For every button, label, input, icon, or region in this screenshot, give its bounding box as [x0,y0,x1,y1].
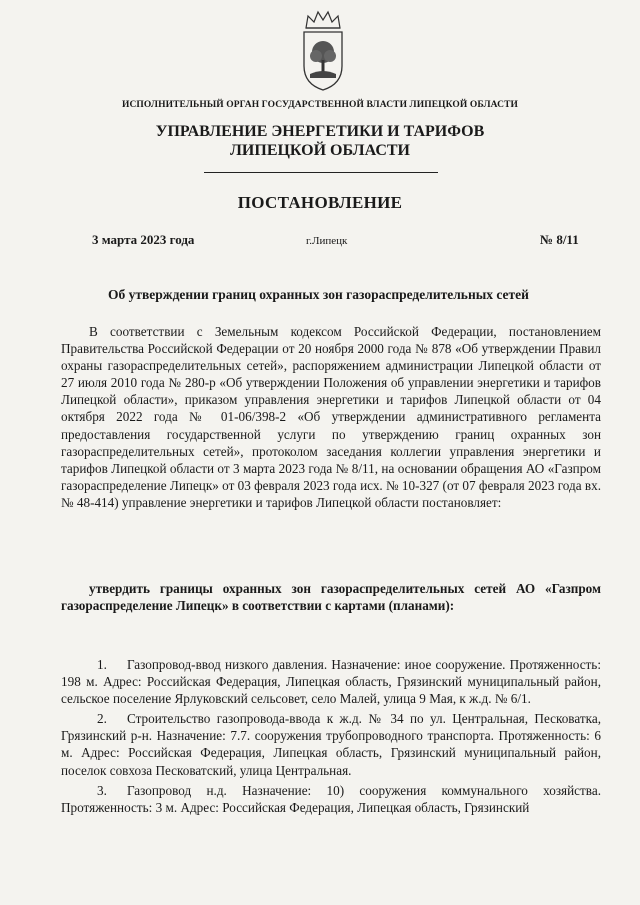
department-name [0,122,640,160]
list-item [61,782,601,816]
document-date: 3 марта 2023 года [92,232,195,247]
item-number: 2. [97,711,107,727]
document-number: № 8/11 [540,232,579,247]
list-item [61,656,601,707]
item-text: Строительство газопровода-ввода к ж.д. № 34 по ул. Центральная, Песковатка, Грязинский р-н. Назначение: 7.7. сооружения трубопроводного транспорта. Протяженность: 6 м. Адрес: Российская Федерация, Липецкая область, Грязинский муниципальный район, поселок совхоза Песковатский, улица Центральная. [61,711,601,778]
item-number: 3. [97,782,107,798]
document-subject: Об утверждении границ охранных зон газораспределительных сетей [108,287,529,302]
list-item [61,710,601,778]
items-list [61,656,601,819]
item-number: 1. [97,657,107,672]
department-name-line1: УПРАВЛЕНИЕ ЭНЕРГЕТИКИ И ТАРИФОВ [155,123,485,140]
document-type-title: ПОСТАНОВЛЕНИЕ [237,193,403,212]
header-divider [204,172,438,173]
item-text: Газопровод н.д. Назначение: 10) сооружения коммунального хозяйства. Протяженность: 3 м. Адрес: Российская Федерация, Липецкая область, Грязинский [61,782,601,815]
resolution-paragraph: утвердить границы охранных зон газораспределительных сетей АО «Газпром газораспределение Липецк» в соответствии с картами (планами): [61,581,601,614]
document-city: г.Липецк [306,235,348,247]
coat-of-arms-icon [296,8,350,92]
department-name-line2: ЛИПЕЦКОЙ ОБЛАСТИ [230,142,410,159]
preamble-paragraph: В соответствии с Земельным кодексом Российской Федерации, постановлением Правительства Российской Федерации от 20 ноября 2000 года № 878 «Об утверждении Правил охраны газораспределительных сетей», распоряжением администрации Липецкой области от 27 июля 2010 года № 280-р «Об утверждении Положения об управлении энергетики и тарифов Липецкой области», приказом управления энергетики и тарифов Липецкой области от 04 октября 2022 года № 01-06/398-2 «Об утверждении административного регламента предоставления государственной услуги по утверждению границ охранных зон газораспределительных сетей», протоколом заседания коллегии управления энергетики и тарифов Липецкой области от 3 марта 2023 года № 8/11, на основании обращения АО «Газпром газораспределение Липецк» от 03 февраля 2023 года исх. № 10-327 (от 07 февраля 2023 года вх. № 48-414) управление энергетики и тарифов Липецкой области постановляет: [61,324,601,510]
authority-name: ИСПОЛНИТЕЛЬНЫЙ ОРГАН ГОСУДАРСТВЕННОЙ ВЛАСТИ ЛИПЕЦКОЙ ОБЛАСТИ [121,100,519,110]
item-text: Газопровод-ввод низкого давления. Назначение: иное сооружение. Протяженность: 198 м. Адрес: Российская Федерация, Липецкая область, Грязинский муниципальный район, сельское поселение Ярлуковский сельсовет, село Малей, улица 9 Мая, к ж.д. № 6/1. [61,657,601,707]
